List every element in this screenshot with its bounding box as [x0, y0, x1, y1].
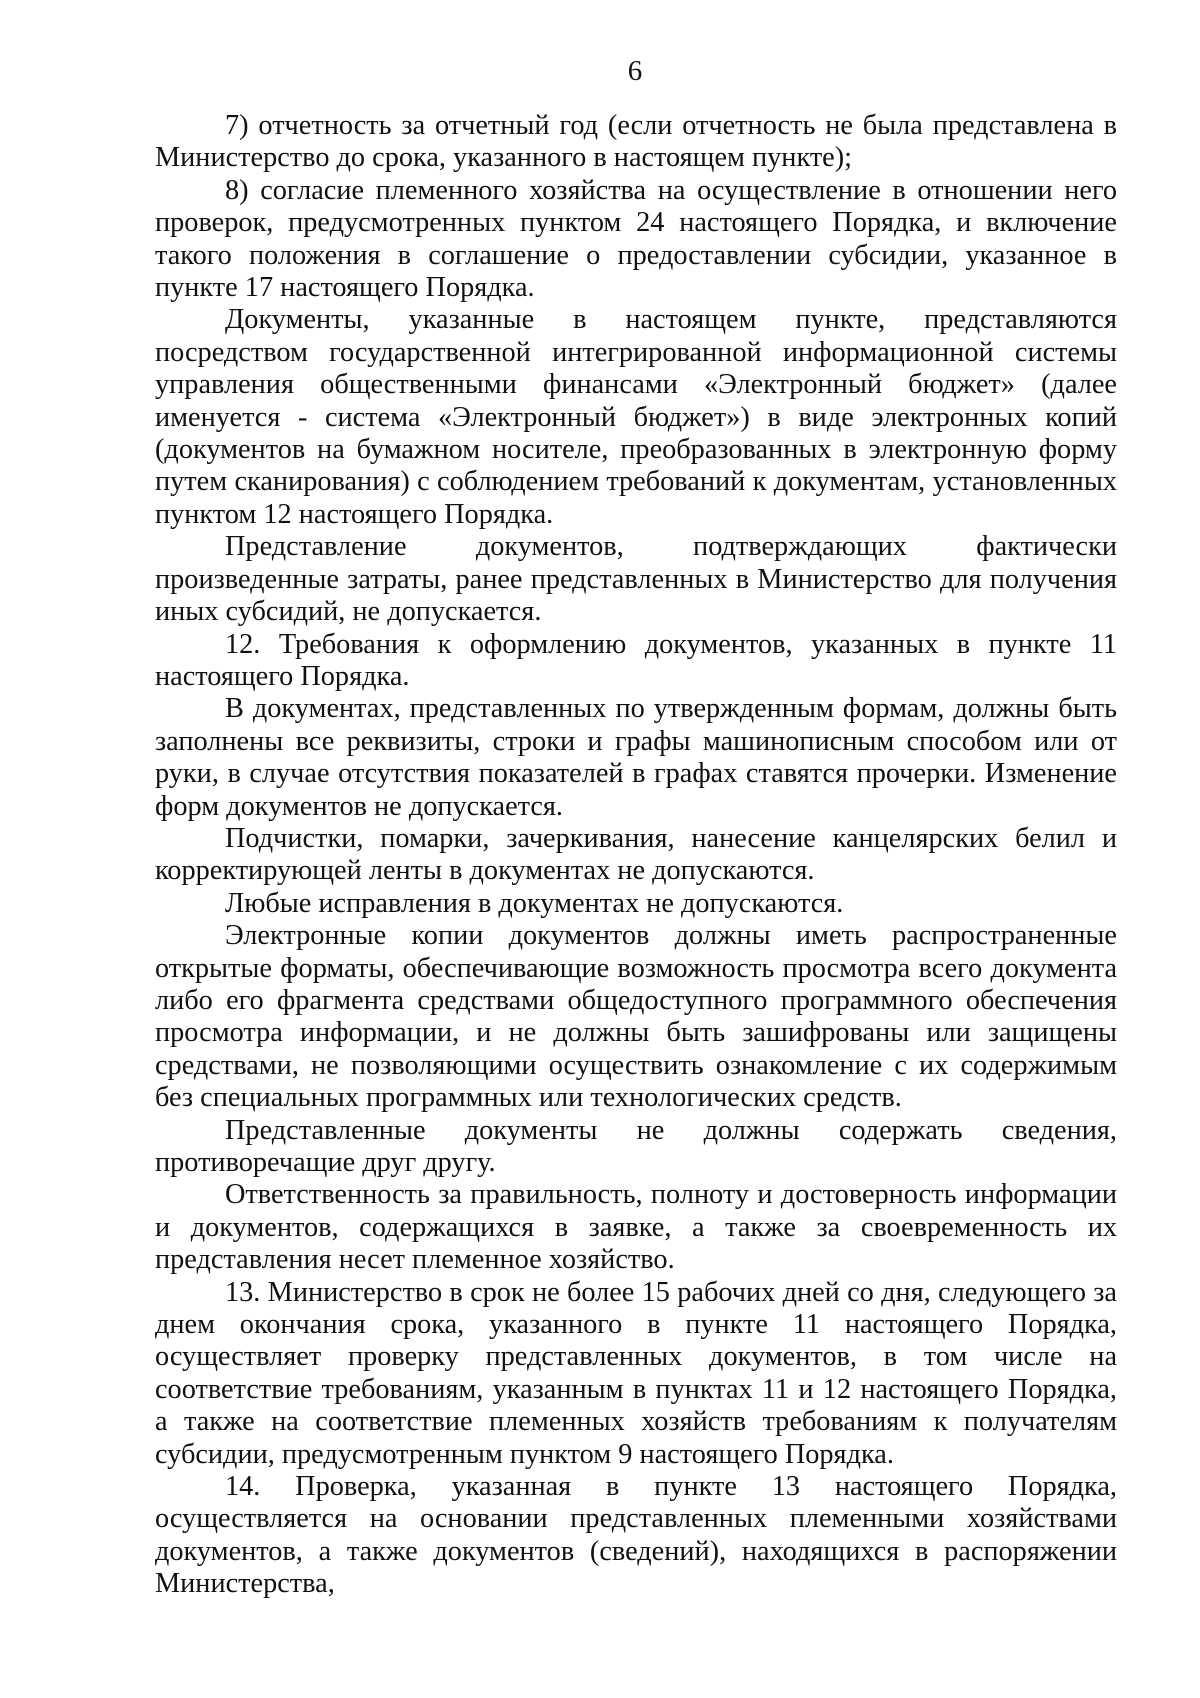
paragraph-responsibility: Ответственность за правильность, полноту и достоверность информации и документов, содержащихся в заявке, а также за своевременность их представления несет племенное хозяйство.: [155, 1179, 1117, 1276]
paragraph-corrections-prohibited: Подчистки, помарки, зачеркивания, нанесение канцелярских белил и корректирующей ленты в документах не допускаются.: [155, 822, 1117, 887]
document-body: [155, 110, 1117, 1601]
paragraph-electronic-copies: Электронные копии документов должны иметь распространенные открытые форматы, обеспечивающие возможность просмотра всего документа либо его фрагмента средствами общедоступного программного обеспечения просмотра информации, и не должны быть зашифрованы или защищены средствами, не позволяющими осуществить ознакомление с их содержимым без специальных программных или технологических средств.: [155, 920, 1117, 1114]
page-number: 6: [627, 55, 643, 87]
paragraph-documents-submission: Документы, указанные в настоящем пункте, представляются посредством государственной интегрированной информационной системы управления общественными финансами «Электронный бюджет» (далее именуется - система «Электронный бюджет») в виде электронных копий (документов на бумажном носителе, преобразованных в электронную форму путем сканирования) с соблюдением требований к документам, установленных пунктом 12 настоящего Порядка.: [155, 304, 1117, 530]
paragraph-forms-requirements: В документах, представленных по утвержденным формам, должны быть заполнены все реквизиты, строки и графы машинописным способом или от руки, в случае отсутствия показателей в графах ставятся прочерки. Изменение форм документов не допускается.: [155, 693, 1117, 822]
paragraph-clause-12: 12. Требования к оформлению документов, указанных в пункте 11 настоящего Порядка.: [155, 628, 1117, 692]
paragraph-clause-13: 13. Министерство в срок не более 15 рабочих дней со дня, следующего за днем окончания срока, указанного в пункте 11 настоящего Порядка, осуществляет проверку представленных документов, в том числе на соответствие требованиям, указанным в пунктах 11 и 12 настоящего Порядка, а также на соответствие племенных хозяйств требованиям к получателям субсидии, предусмотренным пунктом 9 настоящего Порядка.: [155, 1276, 1117, 1470]
paragraph-item-7: 7) отчетность за отчетный год (если отчетность не была представлена в Министерство до срока, указанного в настоящем пункте);: [155, 110, 1117, 174]
paragraph-no-contradictions: Представленные документы не должны содержать сведения, противоречащие друг другу.: [155, 1114, 1117, 1178]
paragraph-costs-documents: Представление документов, подтверждающих фактически произведенные затраты, ранее представленных в Министерство для получения иных субсидий, не допускается.: [155, 531, 1117, 628]
paragraph-item-8: 8) согласие племенного хозяйства на осуществление в отношении него проверок, предусмотренных пунктом 24 настоящего Порядка, и включение такого положения в соглашение о предоставлении субсидии, указанное в пункте 17 настоящего Порядка.: [155, 174, 1117, 304]
paragraph-no-amendments: Любые исправления в документах не допускаются.: [225, 887, 844, 919]
paragraph-clause-14: 14. Проверка, указанная в пункте 13 настоящего Порядка, осуществляется на основании представленных племенными хозяйствами документов, а также документов (сведений), находящихся в распоряжении Министерства,: [155, 1471, 1117, 1600]
